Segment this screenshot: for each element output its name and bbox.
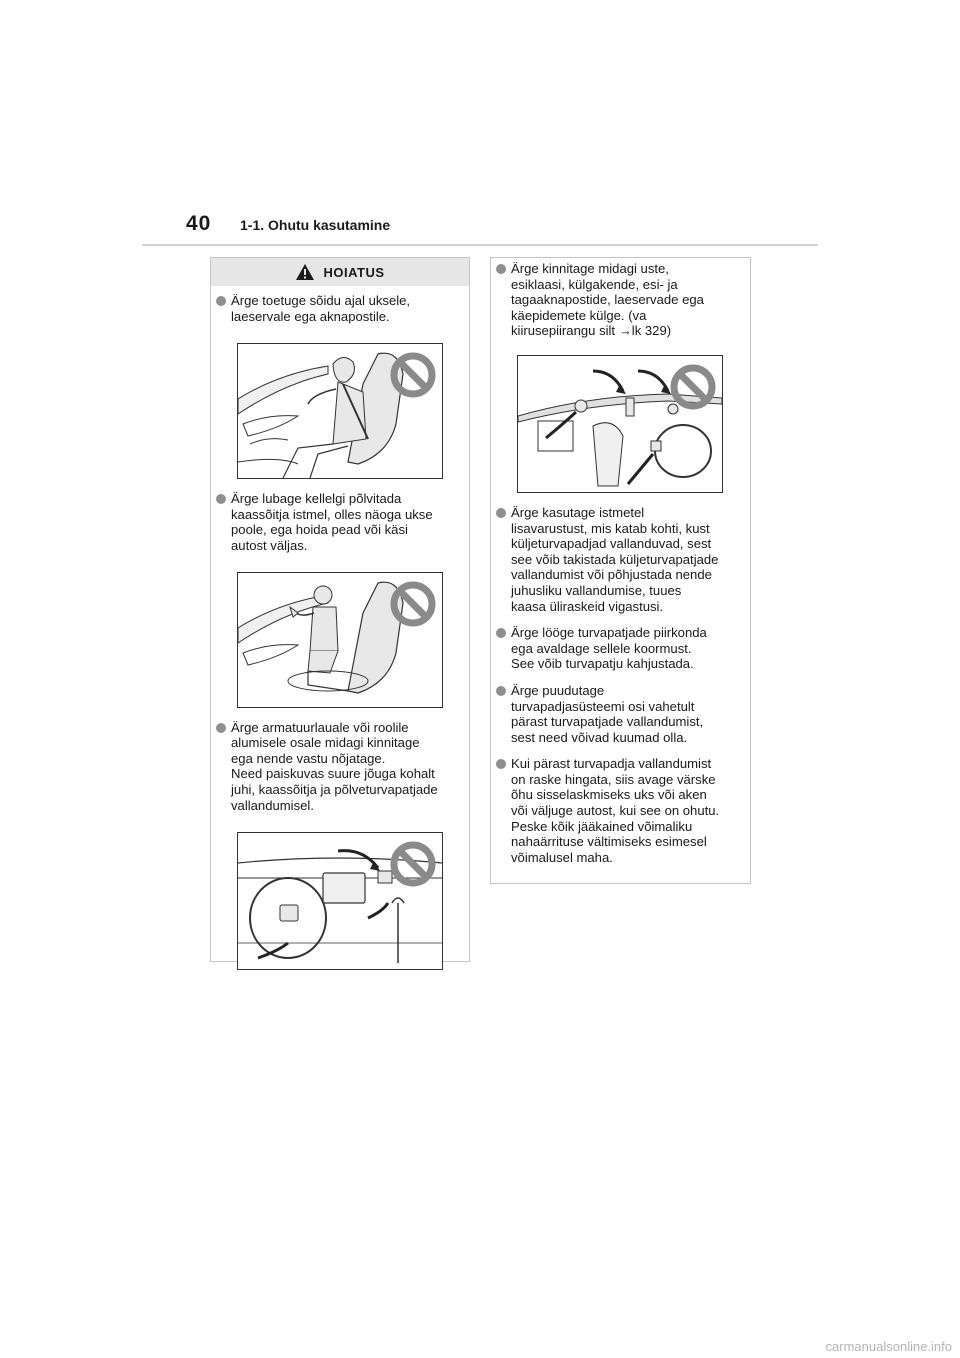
bullet-dot-icon — [496, 628, 506, 638]
warning-item-text: Ärge lubage kellelgi põlvitada kaassõitja istmel, olles näoga ukse poole, ega hoida pead või käsi autost väljas. — [231, 491, 433, 553]
warning-item-text: Ärge puudutage turvapadjasüsteemi osi vahetult pärast turvapatjade vallandumist, sest need võivad kuumad olla. — [511, 682, 704, 745]
illustration-dashboard — [237, 832, 443, 970]
bullet-dot-icon — [216, 296, 226, 306]
warning-item — [213, 491, 465, 553]
warning-item-text: Ärge toetuge sõidu ajal uksele, laeservale ega aknapostile. — [231, 293, 411, 324]
warning-item — [493, 683, 746, 745]
warning-item — [493, 625, 746, 672]
warning-panel-right — [490, 257, 751, 884]
header-rule — [142, 244, 818, 246]
bullet-dot-icon — [496, 264, 506, 274]
warning-triangle-icon — [295, 263, 315, 281]
warning-item — [493, 505, 746, 614]
warning-item — [213, 720, 465, 814]
prohibition-icon — [390, 841, 436, 887]
bullet-dot-icon — [216, 723, 226, 733]
warning-title: HOIATUS — [323, 264, 385, 280]
illustration-pillars — [517, 355, 723, 493]
footer-watermark: carmanualsonline.info — [825, 1339, 952, 1354]
bullet-dot-icon — [216, 494, 226, 504]
warning-panel-left — [210, 257, 470, 962]
prohibition-icon — [390, 352, 436, 398]
warning-item-text: Ärge armatuurlauale või roolile alumisele osale midagi kinnitage ega nende vastu nõjatage. Need paiskuvas suure jõuga kohalt juhi, kaassõitja ja põlveturvapatjade vallandumisel. — [231, 719, 438, 813]
warning-item-text: Ärge lööge turvapatjade piirkonda ega avaldage sellele koormust. See võib turvapatju kahjustada. — [511, 625, 707, 672]
bullet-dot-icon — [496, 759, 506, 769]
warning-item-text: Kui pärast turvapadja vallandumist on raske hingata, siis avage värske õhu sisselaskmiseks uks või aken või väljuge autost, kui see on ohutu. Peske kõik jääkained võimaliku nahaärrituse vältimiseks esimesel võimalusel maha. — [511, 756, 720, 865]
bullet-dot-icon — [496, 686, 506, 696]
prohibition-icon — [670, 364, 716, 410]
illustration-kneeling-passenger — [237, 572, 443, 708]
section-title: 1-1. Ohutu kasutamine — [240, 217, 391, 233]
prohibition-icon — [390, 581, 436, 627]
warning-item — [213, 293, 465, 324]
warning-header — [211, 258, 469, 286]
warning-item — [493, 756, 746, 865]
illustration-leaning-door — [237, 343, 443, 479]
warning-item-text: Ärge kinnitage midagi uste, esiklaasi, külgakende, esi- ja tagaaknapostide, laeservade ega käepidemete külge. (va kiirusepiirangu silt →lk 329) — [511, 261, 704, 339]
warning-item-text: Ärge kasutage istmetel lisavarustust, mis katab kohti, kust küljeturvapadjad vallanduvad, sest see võib takistada küljeturvapatjade vallandumist või põhjustada nende juhusliku vallandumise, tuues kaasa üliraskeid vigastusi. — [511, 504, 719, 614]
bullet-dot-icon — [496, 508, 506, 518]
warning-item — [493, 261, 746, 339]
page-number: 40 — [186, 212, 212, 235]
